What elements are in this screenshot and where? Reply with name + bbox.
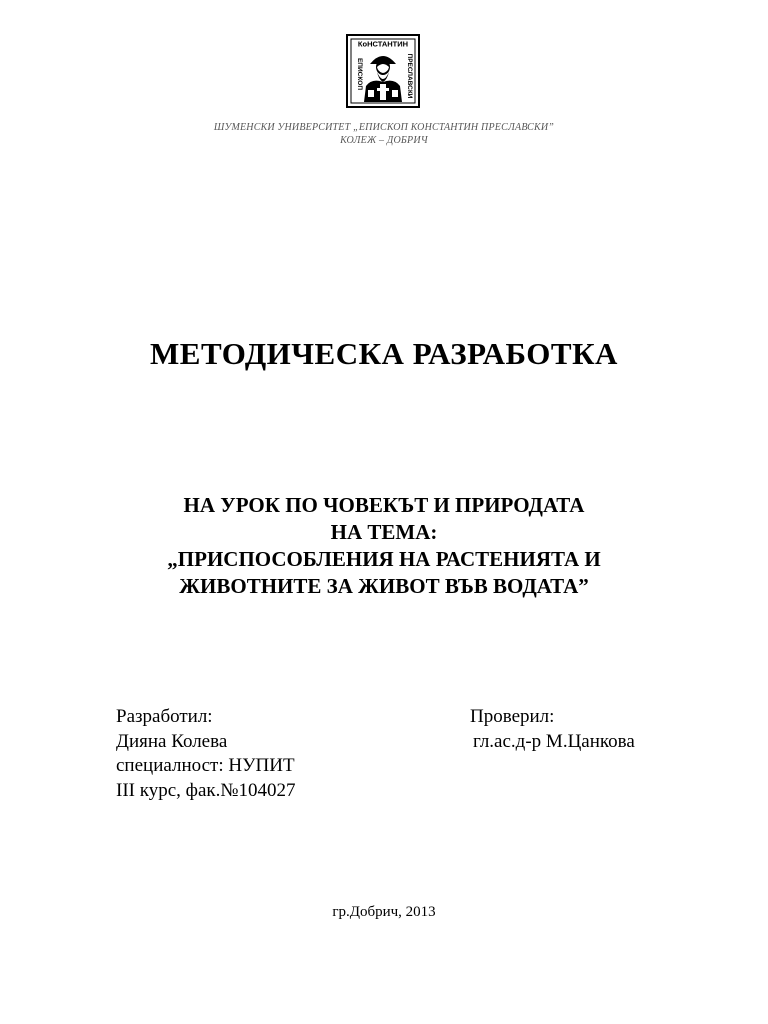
logo-top-text: КоНСТАНТИН [357, 39, 409, 49]
university-name: ШУМЕНСКИ УНИВЕРСИТЕТ „ЕПИСКОП КОНСТАНТИН ПРЕСЛАВСКИ” [213, 122, 555, 133]
subject-line-1: НА УРОК ПО ЧОВЕКЪТ И ПРИРОДАТА [183, 493, 585, 517]
university-logo [346, 34, 420, 108]
logo-right-text: ПРЕСЛАВСКИ [406, 53, 413, 99]
city-year: гр.Добрич, 2013 [332, 904, 436, 920]
author-label: Разработил: [116, 706, 213, 727]
author-course: III курс, фак.№104027 [116, 779, 296, 801]
subject-line-2: НА ТЕМА: [330, 520, 438, 544]
subject-line-3: „ПРИСПОСОБЛЕНИЯ НА РАСТЕНИЯТА И [167, 547, 601, 571]
author-block [116, 705, 295, 803]
reviewer-block [470, 705, 635, 754]
logo-left-text: ЕПИСКОП [356, 57, 363, 91]
reviewer-label: Проверил: [470, 706, 555, 727]
lesson-subject [100, 492, 668, 600]
saint-portrait-icon [346, 34, 420, 108]
university-header [0, 121, 768, 147]
reviewer-name: гл.ас.д-р М.Цанкова [473, 730, 635, 752]
author-specialty: специалност: НУПИТ [116, 755, 295, 776]
author-name: Дияна Колева [116, 730, 228, 752]
document-title: МЕТОДИЧЕСКА РАЗРАБОТКА [150, 336, 618, 371]
subject-line-4: ЖИВОТНИТЕ ЗА ЖИВОТ ВЪВ ВОДАТА” [179, 574, 589, 598]
college-name: КОЛЕЖ – ДОБРИЧ [340, 135, 428, 146]
